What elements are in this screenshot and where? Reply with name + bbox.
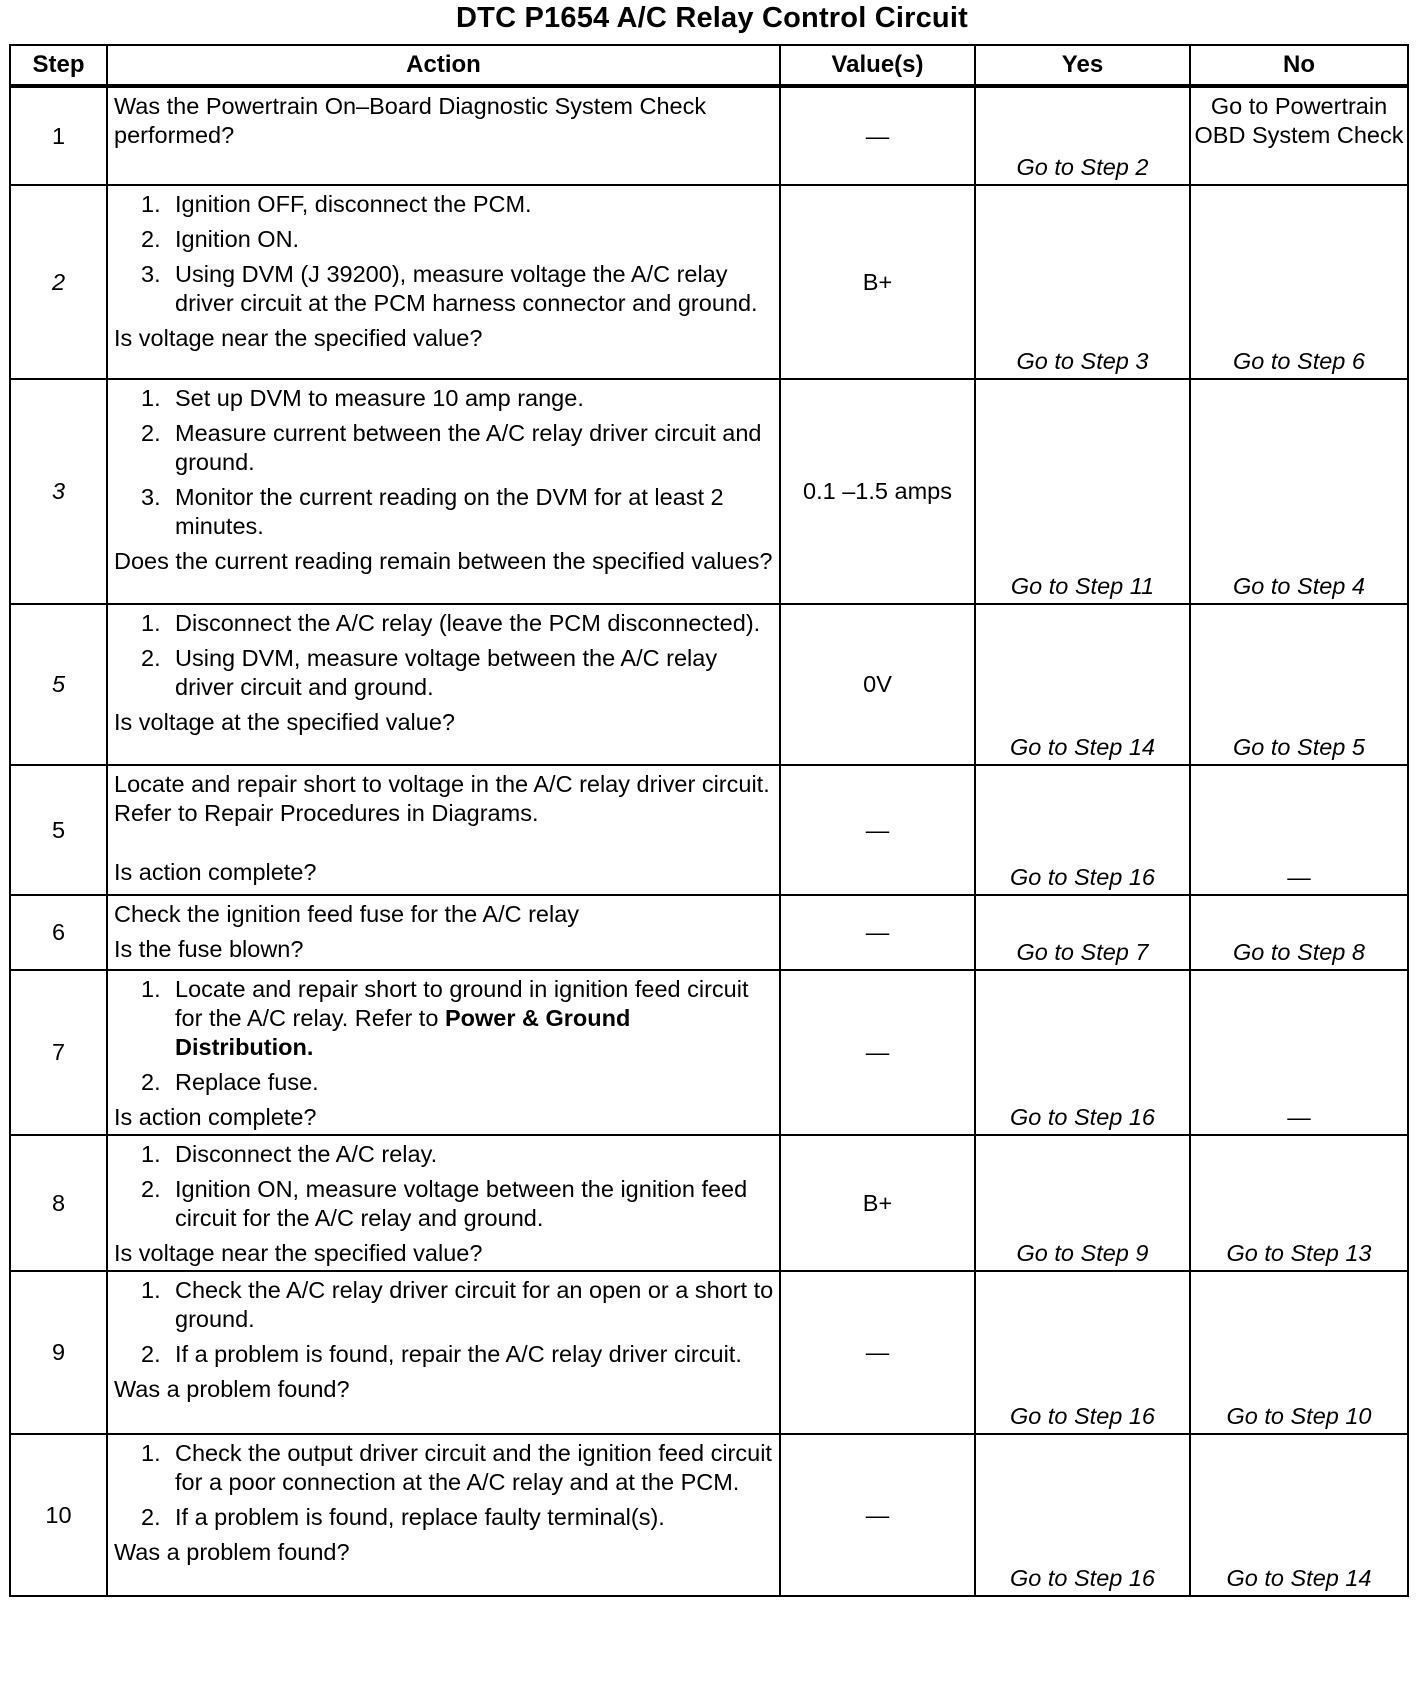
value-cell: — [780, 1434, 975, 1596]
yes-cell [975, 379, 1190, 604]
action-cell [107, 604, 780, 765]
header-yes: Yes [975, 45, 1190, 86]
value-cell: B+ [780, 1135, 975, 1271]
yes-cell [975, 86, 1190, 185]
value-cell: B+ [780, 185, 975, 379]
table-row [10, 379, 1408, 604]
reference-bold: Power & Ground Distribution. [175, 1005, 631, 1060]
action-item: 2. Replace fuse. [141, 1069, 319, 1095]
action-item: 3. Using DVM (J 39200), measure voltage the A/C relay driver circuit at the PCM harness connector and ground. [141, 261, 758, 316]
value-cell: — [780, 765, 975, 895]
step-number: 3 [10, 379, 107, 604]
action-cell [107, 86, 780, 185]
action-item: 1. Check the A/C relay driver circuit for an open or a short to ground. [141, 1277, 774, 1332]
action-item: 2. Using DVM, measure voltage between the A/C relay driver circuit and ground. [141, 645, 718, 700]
yes-cell [975, 1271, 1190, 1434]
action-item: 2. Ignition ON. [141, 226, 300, 252]
yes-cell [975, 185, 1190, 379]
action-text: Check the ignition feed fuse for the A/C relay [114, 901, 580, 927]
no-link[interactable]: Go to Step 5 [1233, 734, 1365, 760]
yes-link[interactable]: Go to Step 11 [1010, 573, 1155, 599]
step-number: 1 [10, 86, 107, 185]
value-cell: — [780, 970, 975, 1135]
action-item: 2. If a problem is found, replace faulty terminal(s). [141, 1504, 665, 1530]
step-number: 2 [10, 185, 107, 379]
yes-cell [975, 1434, 1190, 1596]
value-cell: 0V [780, 604, 975, 765]
yes-link[interactable]: Go to Step 7 [1016, 939, 1149, 965]
action-question: Is voltage near the specified value? [114, 1240, 483, 1266]
yes-link[interactable]: Go to Step 14 [1009, 734, 1156, 760]
no-cell [1190, 895, 1408, 970]
action-question: Is the fuse blown? [114, 936, 304, 962]
no-cell: — [1190, 970, 1408, 1135]
action-item: 2. Measure current between the A/C relay driver circuit and ground. [141, 420, 762, 475]
no-link[interactable]: Go to Step 13 [1226, 1240, 1372, 1266]
yes-cell [975, 1135, 1190, 1271]
yes-link[interactable]: Go to Step 16 [1009, 864, 1156, 890]
action-item: 1. Locate and repair short to ground in ignition feed circuit for the A/C relay. Refer to Power & Ground Distribution. [141, 976, 749, 1060]
action-item: 1. Disconnect the A/C relay. [141, 1141, 438, 1167]
action-question: Is voltage near the specified value? [114, 325, 483, 351]
table-row [10, 1135, 1408, 1271]
page-title: DTC P1654 A/C Relay Control Circuit [456, 2, 968, 34]
no-link[interactable]: Go to Step 14 [1226, 1565, 1372, 1591]
no-cell [1190, 1434, 1408, 1596]
action-item: 1. Set up DVM to measure 10 amp range. [141, 385, 584, 411]
no-cell [1190, 1135, 1408, 1271]
yes-cell [975, 895, 1190, 970]
action-item: 2. Ignition ON, measure voltage between the ignition feed circuit for the A/C relay and ground. [141, 1176, 748, 1231]
yes-cell [975, 604, 1190, 765]
table-row [10, 86, 1408, 185]
action-cell [107, 970, 780, 1135]
value-cell: — [780, 895, 975, 970]
action-cell [107, 1135, 780, 1271]
yes-link[interactable]: Go to Step 16 [1009, 1104, 1156, 1130]
header-step: Step [10, 45, 107, 86]
yes-link[interactable]: Go to Step 9 [1016, 1240, 1149, 1266]
table-row [10, 604, 1408, 765]
value-cell: — [780, 1271, 975, 1434]
step-number: 6 [10, 895, 107, 970]
action-cell [107, 185, 780, 379]
action-question: Is voltage at the specified value? [114, 709, 455, 735]
step-number: 9 [10, 1271, 107, 1434]
step-number: 5 [10, 604, 107, 765]
no-cell [1190, 1271, 1408, 1434]
table-row [10, 1434, 1408, 1596]
yes-link[interactable]: Go to Step 16 [1009, 1403, 1156, 1429]
action-text: Was the Powertrain On–Board Diagnostic System Check performed? [114, 93, 707, 148]
action-item: 2. If a problem is found, repair the A/C relay driver circuit. [141, 1341, 742, 1367]
action-cell [107, 379, 780, 604]
table-row [10, 185, 1408, 379]
step-number: 10 [10, 1434, 107, 1596]
table-row [10, 765, 1408, 895]
action-cell [107, 765, 780, 895]
no-link[interactable]: Go to Step 6 [1233, 348, 1365, 374]
action-item: 3. Monitor the current reading on the DVM for at least 2 minutes. [141, 484, 724, 539]
no-link[interactable]: Go to Step 10 [1226, 1403, 1372, 1429]
action-cell [107, 895, 780, 970]
table-row [10, 1271, 1408, 1434]
action-item: 1. Ignition OFF, disconnect the PCM. [141, 191, 532, 217]
table-row [10, 970, 1408, 1135]
no-cell [1190, 185, 1408, 379]
yes-link[interactable]: Go to Step 3 [1016, 348, 1149, 374]
step-number: 8 [10, 1135, 107, 1271]
action-cell [107, 1434, 780, 1596]
yes-link[interactable]: Go to Step 2 [1016, 154, 1149, 180]
no-link[interactable]: Go to Step 8 [1233, 939, 1365, 965]
step-number: 7 [10, 970, 107, 1135]
header-value: Value(s) [780, 45, 975, 86]
action-item: 1. Check the output driver circuit and the ignition feed circuit for a poor connection at the A/C relay and at the PCM. [141, 1440, 772, 1495]
header-action: Action [107, 45, 780, 86]
value-cell: — [780, 86, 975, 185]
yes-cell [975, 970, 1190, 1135]
no-cell [1190, 379, 1408, 604]
yes-cell [975, 765, 1190, 895]
header-row [10, 45, 1408, 86]
value-cell: 0.1 –1.5 amps [780, 379, 975, 604]
step-number: 5 [10, 765, 107, 895]
action-cell [107, 1271, 780, 1434]
header-no: No [1190, 45, 1408, 86]
diagnostic-table [9, 44, 1409, 1597]
action-item: 1. Disconnect the A/C relay (leave the PCM disconnected). [141, 610, 761, 636]
yes-link[interactable]: Go to Step 16 [1009, 1565, 1156, 1591]
table-row [10, 895, 1408, 970]
action-question: Does the current reading remain between the specified values? [114, 548, 773, 574]
action-question: Was a problem found? [114, 1539, 350, 1565]
action-text: Locate and repair short to voltage in the A/C relay driver circuit. Refer to Repair Procedures in Diagrams. [114, 771, 770, 826]
no-cell [1190, 86, 1408, 185]
no-cell [1190, 604, 1408, 765]
no-link[interactable]: Go to Powertrain OBD System Check [1194, 93, 1404, 148]
no-link[interactable]: Go to Step 4 [1233, 573, 1365, 599]
action-question: Is action complete? [114, 859, 317, 885]
action-question: Is action complete? [114, 1104, 317, 1130]
no-cell: — [1190, 765, 1408, 895]
action-question: Was a problem found? [114, 1376, 350, 1402]
